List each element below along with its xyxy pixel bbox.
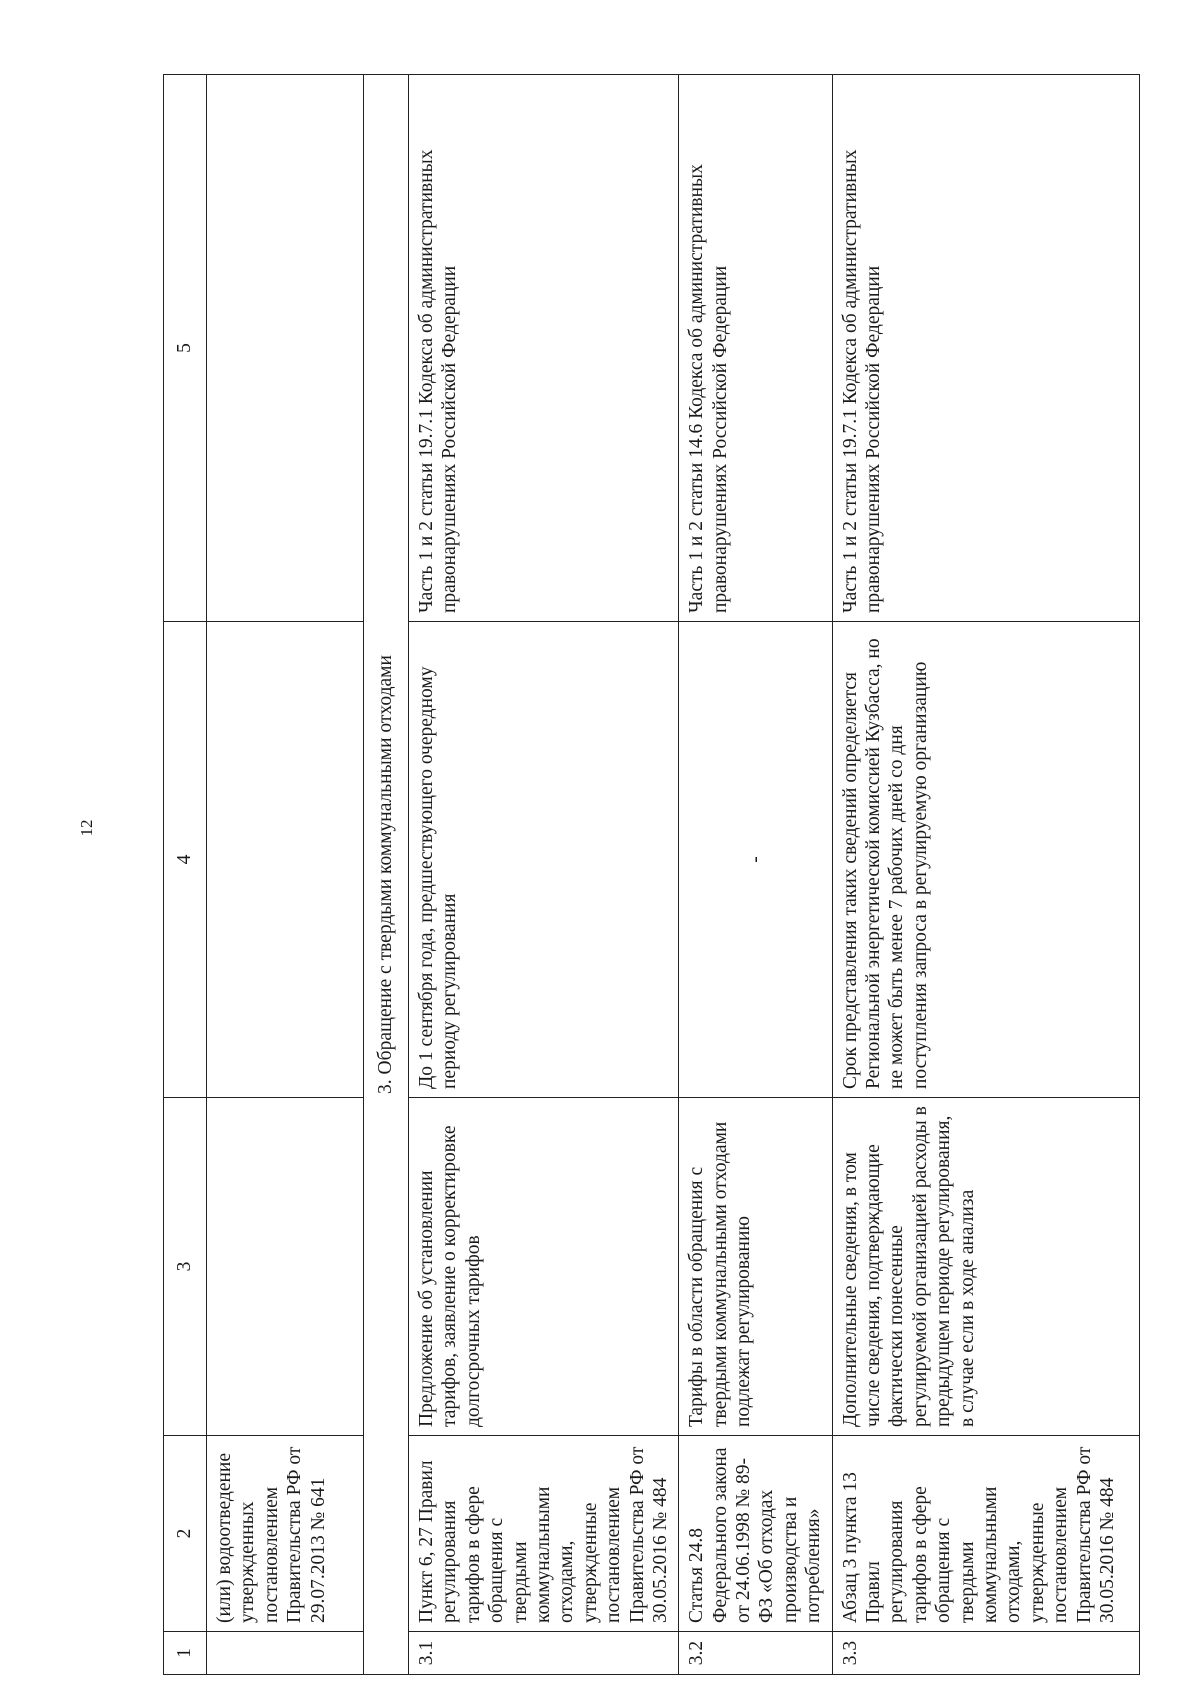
table-row [679,75,832,1675]
section-row [364,75,409,1675]
continued-info [207,1098,364,1436]
document-table [163,74,1140,1675]
section-title: 3. Обращение с твердыми коммунальными отходами [364,75,409,1675]
row-liability: Часть 1 и 2 статьи 19.7.1 Кодекса об административных правонарушениях Российской Федерации [409,75,679,622]
row-basis: Пункт 6, 27 Правил регулирования тарифов в сфере обращения с твердыми коммунальными отходами, утвержденные постановлением Правительства РФ от 30.05.2016 № 484 [409,1436,679,1632]
row-info: Дополнительные сведения, в том числе сведения, подтверждающие фактически понесенные регулируемой организацией расходы в предыдущем периоде регулирования, в случае если в ходе анализа [832,1098,1139,1436]
table-row [409,75,679,1675]
table-row [832,75,1139,1675]
continued-basis: (или) водоотведение утвержденных постановлением Правительства РФ от 29.07.2013 № 641 [207,1436,364,1632]
header-cell-1: 1 [164,1632,207,1675]
row-number: 3.1 [409,1632,679,1675]
row-info: Предложение об установлении тарифов, заявление о корректировке долгосрочных тарифов [409,1098,679,1436]
document-table-rotated [163,75,1118,1675]
header-cell-5: 5 [164,75,207,622]
header-cell-2: 2 [164,1436,207,1632]
header-row [164,75,207,1675]
header-cell-4: 4 [164,622,207,1098]
row-deadline: Срок представления таких сведений определяется Региональной энергетической комиссией Кузбасса, но не может быть менее 7 рабочих дней со дня поступления запроса в регулируемую организацию [832,622,1139,1098]
row-number: 3.2 [679,1632,832,1675]
row-basis: Абзац 3 пункта 13 Правил регулирования тарифов в сфере обращения с твердыми коммунальными отходами, утвержденные постановлением Правительства РФ от 30.05.2016 № 484 [832,1436,1139,1632]
header-cell-3: 3 [164,1098,207,1436]
row-number: 3.3 [832,1632,1139,1675]
row-info: Тарифы в области обращения с твердыми коммунальными отходами подлежат регулированию [679,1098,832,1436]
row-liability: Часть 1 и 2 статьи 19.7.1 Кодекса об административных правонарушениях Российской Федерации [832,75,1139,622]
row-deadline: До 1 сентября года, предшествующего очередному периоду регулирования [409,622,679,1098]
continued-num [207,1632,364,1675]
row-deadline: - [679,622,832,1098]
continued-deadline [207,622,364,1098]
continued-liability [207,75,364,622]
row-basis: Статья 24.8 Федерального закона от 24.06.1998 № 89-ФЗ «Об отходах производства и потребления» [679,1436,832,1632]
row-liability: Часть 1 и 2 статьи 14.6 Кодекса об административных правонарушениях Российской Федерации [679,75,832,622]
continued-row [207,75,364,1675]
page-number: 12 [77,819,96,837]
